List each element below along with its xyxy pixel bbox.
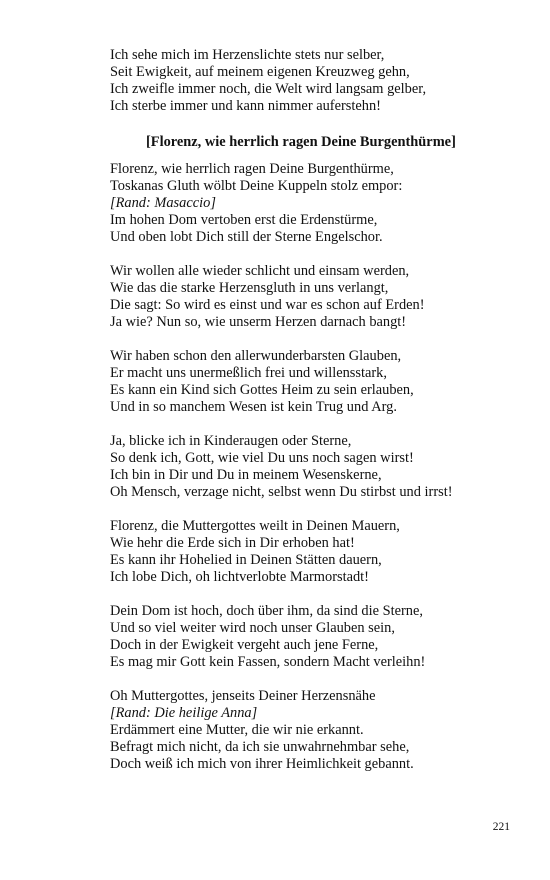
poem-text-block [110, 47, 510, 790]
verse-line: Seit Ewigkeit, auf meinem eigenen Kreuzweg gehn, [110, 64, 410, 80]
verse-line: Ich lobe Dich, oh lichtverlobte Marmorstadt! [110, 569, 369, 585]
stanza-4 [110, 433, 510, 501]
verse-line: Er macht uns unermeßlich frei und willensstark, [110, 365, 387, 381]
verse-line: Ich zweifle immer noch, die Welt wird langsam gelber, [110, 81, 427, 97]
verse-line: Doch in der Ewigkeit vergeht auch jene Ferne, [110, 637, 379, 653]
verse-line: Es kann ihr Hohelied in Deinen Stätten dauern, [110, 552, 382, 568]
verse-line: Wir haben schon den allerwunderbarsten Glauben, [110, 348, 402, 364]
verse-line: Befragt mich nicht, da ich sie unwahrnehmbar sehe, [110, 739, 410, 755]
verse-line: Die sagt: So wird es einst und war es schon auf Erden! [110, 297, 425, 313]
verse-line: Dein Dom ist hoch, doch über ihm, da sind die Sterne, [110, 603, 423, 619]
verse-line: Erdämmert eine Mutter, die wir nie erkannt. [110, 722, 364, 738]
stanza-1 [110, 161, 510, 246]
verse-line: So denk ich, Gott, wie viel Du uns noch sagen wirst! [110, 450, 414, 466]
verse-line: Ich bin in Dir und Du in meinem Wesenskerne, [110, 467, 382, 483]
verse-line: Florenz, die Muttergottes weilt in Deinen Mauern, [110, 518, 400, 534]
margin-note: [Rand: Masaccio] [110, 195, 216, 211]
verse-line: Es kann ein Kind sich Gottes Heim zu sein erlauben, [110, 382, 414, 398]
stanza-3 [110, 348, 510, 416]
verse-line: Ich sehe mich im Herzenslichte stets nur selber, [110, 47, 385, 63]
verse-line: Ich sterbe immer und kann nimmer auferstehn! [110, 98, 381, 114]
verse-line: Florenz, wie herrlich ragen Deine Burgenthürme, [110, 161, 394, 177]
margin-note: [Rand: Die heilige Anna] [110, 705, 258, 721]
stanza-6 [110, 603, 510, 671]
verse-line: Und oben lobt Dich still der Sterne Engelschor. [110, 229, 383, 245]
verse-line: Ja, blicke ich in Kinderaugen oder Sterne, [110, 433, 352, 449]
verse-line: Wie hehr die Erde sich in Dir erhoben hat! [110, 535, 355, 551]
stanza-5 [110, 518, 510, 586]
page-number: 221 [492, 821, 510, 833]
verse-line: Wir wollen alle wieder schlicht und einsam werden, [110, 263, 410, 279]
verse-line: Toskanas Gluth wölbt Deine Kuppeln stolz empor: [110, 178, 403, 194]
verse-line: Oh Muttergottes, jenseits Deiner Herzensnähe [110, 688, 376, 704]
verse-line: Und so viel weiter wird noch unser Glauben sein, [110, 620, 395, 636]
verse-line: Und in so manchem Wesen ist kein Trug und Arg. [110, 399, 397, 415]
intro-stanza [110, 47, 510, 115]
poem-title: [Florenz, wie herrlich ragen Deine Burgenthürme] [146, 134, 456, 150]
stanza-2 [110, 263, 510, 331]
verse-line: Doch weiß ich mich von ihrer Heimlichkeit gebannt. [110, 756, 414, 772]
verse-line: Im hohen Dom vertoben erst die Erdenstürme, [110, 212, 378, 228]
stanza-7 [110, 688, 510, 773]
verse-line: Wie das die starke Herzensgluth in uns verlangt, [110, 280, 389, 296]
verse-line: Ja wie? Nun so, wie unserm Herzen darnach bangt! [110, 314, 407, 330]
verse-line: Oh Mensch, verzage nicht, selbst wenn Du stirbst und irrst! [110, 484, 453, 500]
verse-line: Es mag mir Gott kein Fassen, sondern Macht verleihn! [110, 654, 426, 670]
